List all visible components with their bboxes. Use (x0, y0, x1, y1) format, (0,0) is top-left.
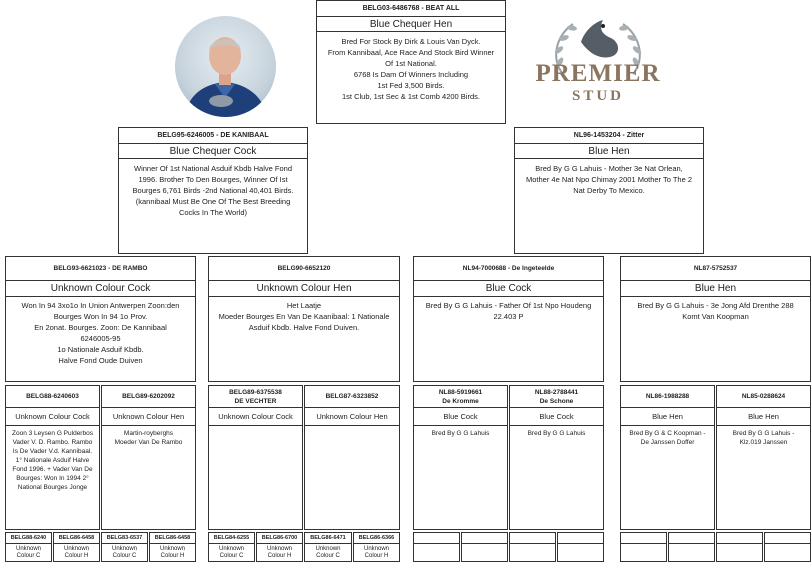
gen4-colour: Unknown Colour C (315, 546, 341, 559)
gen4-colour (510, 544, 555, 546)
great-grandparent-card (620, 385, 715, 530)
gen4-colour (462, 544, 507, 546)
great-grandparent-ring: BELG89-6202092 (102, 386, 195, 408)
grandparent-desc: Bred By G G Lahuis - Father Of 1st Npo Houdeng 22.403 P (425, 301, 592, 321)
gen4-ring (558, 533, 603, 544)
gen4-colour (717, 544, 762, 546)
gen4-colour: Unknown Colour C (111, 546, 137, 559)
dam-ring: NL96-1453204 - Zitter (515, 128, 703, 144)
sire-card (118, 127, 308, 254)
great-grandparent-ring: NL88-2788441 De Schone (510, 386, 603, 408)
great-grandparent-card (413, 385, 508, 530)
great-grandparent-colour: Unknown Colour Cock (6, 408, 99, 426)
great-grandparent-card (5, 385, 100, 530)
subject-desc: Bred For Stock By Dirk & Louis Van Dyck. From Kannibaal, Ace Race And Stock Bird Winner Of 1st National. 6768 Is Dam Of Winners Including 1st Fed 3,500 Birds. 1st Club, 1st Sec & 1st Comb 4200 Birds. (327, 37, 495, 101)
gen4-card (509, 532, 556, 562)
gen4-ring: BELG86-6366 (354, 533, 399, 544)
grandparent-desc: Bred By G G Lahuis - 3e Jong Afd Drenthe 288 Komt Van Koopman (637, 301, 794, 321)
gen4-card (256, 532, 303, 562)
great-grandparent-ring: NL88-5919661 De Kromme (414, 386, 507, 408)
dam-colour: Blue Hen (515, 144, 703, 159)
gen4-colour: Unknown Colour C (15, 546, 41, 559)
gen4-card (101, 532, 148, 562)
great-grandparent-desc: Martin-royberghs Moeder Van De Rambo (114, 430, 183, 446)
grandparent-colour: Unknown Colour Cock (6, 281, 195, 297)
great-grandparent-colour: Unknown Colour Cock (209, 408, 302, 426)
gen4-colour (669, 544, 714, 546)
gen4-ring (621, 533, 666, 544)
gen4-colour: Unknown Colour H (266, 546, 292, 559)
gen4-ring (765, 533, 810, 544)
dam-card (514, 127, 704, 254)
great-grandparent-ring: BELG88-6240603 (6, 386, 99, 408)
breeder-photo (175, 16, 276, 117)
great-grandparent-desc: Bred By G G Lahuis (527, 430, 586, 437)
gen4-colour: Unknown Colour H (159, 546, 185, 559)
grandparent-ring: NL87-5752537 (621, 257, 810, 281)
great-grandparent-ring: BELG87-6323852 (305, 386, 399, 408)
gen4-card (413, 532, 460, 562)
grandparent-card (620, 256, 811, 382)
gen4-card (668, 532, 715, 562)
gen4-card (716, 532, 763, 562)
gen4-card (208, 532, 255, 562)
great-grandparent-desc: Bred By G G Lahuis (431, 430, 490, 437)
gen4-ring: BELG84-6255 (209, 533, 254, 544)
grandparent-colour: Blue Hen (621, 281, 810, 297)
gen4-card (53, 532, 100, 562)
grandparent-card (413, 256, 604, 382)
gen4-ring: BELG86-6700 (257, 533, 302, 544)
grandparent-card (5, 256, 196, 382)
great-grandparent-ring: NL86-1988288 (621, 386, 714, 408)
great-grandparent-desc: Bred By G & C Koopman - De Janssen Doffer (629, 430, 706, 446)
gen4-ring (414, 533, 459, 544)
gen4-ring (510, 533, 555, 544)
gen4-ring: BELG83-6537 (102, 533, 147, 544)
sire-colour: Blue Chequer Cock (119, 144, 307, 159)
gen4-card (557, 532, 604, 562)
grandparent-desc: Won In 94 3xo1o In Union Antwerpen Zoon:den Bourges Won In 94 1o Prov. En 2onat. Bourges. Zoon: De Kannibaal 6246005-95 1o Nationale Asduif Kbdb. Halve Fond Oude Duiven (21, 301, 180, 365)
gen4-colour (765, 544, 810, 546)
gen4-colour: Unknown Colour H (363, 546, 389, 559)
grandparent-ring: NL94-7000688 - De Ingeteelde (414, 257, 603, 281)
sire-ring: BELG95-6246005 - DE KANIBAAL (119, 128, 307, 144)
great-grandparent-ring: NL85-0288624 (717, 386, 810, 408)
great-grandparent-colour: Unknown Colour Hen (305, 408, 399, 426)
gen4-colour (414, 544, 459, 546)
great-grandparent-colour: Blue Cock (510, 408, 603, 426)
gen4-ring (717, 533, 762, 544)
gen4-card (620, 532, 667, 562)
subject-ring: BELG03-6486768 - BEAT ALL (317, 1, 505, 17)
great-grandparent-card (304, 385, 400, 530)
gen4-card (461, 532, 508, 562)
great-grandparent-desc: Zoon 3 Leysen G Pulderbos Vader V. D. Rambo. Rambo Is De Vader V.d. Kannibaal. 1° Nationale Asduif Halve Fond 1996. + Vader Van De Bourges: Won In 1994 2° National Bourges Jonge (12, 430, 93, 491)
gen4-colour: Unknown Colour H (63, 546, 89, 559)
grandparent-ring: BELG93-6621023 - DE RAMBO (6, 257, 195, 281)
grandparent-desc: Het Laatje Moeder Bourges En Van De Kaanibaal: 1 Nationale Asduif Kbdb. Halve Fond Duiven. (218, 301, 390, 332)
gen4-ring: BELG86-6458 (54, 533, 99, 544)
sire-desc: Winner Of 1st National Asduif Kbdb Halve Fond 1996. Brother To Den Bourges, Winner Of Ist Bourges 6,761 Birds -2nd National 40,401 Birds. (kannibaal Must Be One Of The Best Breeding Cocks In The World) (132, 164, 294, 217)
great-grandparent-desc (305, 426, 399, 432)
gen4-card (5, 532, 52, 562)
gen4-colour (621, 544, 666, 546)
great-grandparent-ring: BELG89-6375538 DE VECHTER (209, 386, 302, 408)
great-grandparent-card (101, 385, 196, 530)
logo-line2: STUD (571, 88, 624, 104)
gen4-card (149, 532, 196, 562)
great-grandparent-card (208, 385, 303, 530)
subject-card (316, 0, 506, 124)
gen4-ring (462, 533, 507, 544)
great-grandparent-desc (209, 426, 302, 432)
great-grandparent-card (716, 385, 811, 530)
premier-stud-logo (533, 12, 663, 112)
gen4-ring: BELG88-6240 (6, 533, 51, 544)
grandparent-colour: Unknown Colour Hen (209, 281, 399, 297)
gen4-ring (669, 533, 714, 544)
grandparent-card (208, 256, 400, 382)
subject-colour: Blue Chequer Hen (317, 17, 505, 32)
gen4-ring: BELG86-6458 (150, 533, 195, 544)
great-grandparent-colour: Blue Hen (717, 408, 810, 426)
gen4-card (304, 532, 352, 562)
gen4-card (764, 532, 811, 562)
grandparent-ring: BELG90-6652120 (209, 257, 399, 281)
grandparent-colour: Blue Cock (414, 281, 603, 297)
great-grandparent-card (509, 385, 604, 530)
gen4-colour: Unknown Colour C (218, 546, 244, 559)
great-grandparent-desc: Bred By G G Lahuis - Klz.019 Janssen (732, 430, 795, 446)
dam-desc: Bred By G G Lahuis - Mother 3e Nat Orlean, Mother 4e Nat Npo Chimay 2001 Mother To The 2 Nat Derby To Mexico. (525, 164, 693, 195)
great-grandparent-colour: Blue Hen (621, 408, 714, 426)
person-silhouette-icon (175, 16, 276, 117)
great-grandparent-colour: Unknown Colour Hen (102, 408, 195, 426)
gen4-ring: BELG86-6471 (305, 533, 351, 544)
gen4-colour (558, 544, 603, 546)
great-grandparent-colour: Blue Cock (414, 408, 507, 426)
gen4-card (353, 532, 400, 562)
logo-line1: PREMIER (535, 60, 661, 87)
